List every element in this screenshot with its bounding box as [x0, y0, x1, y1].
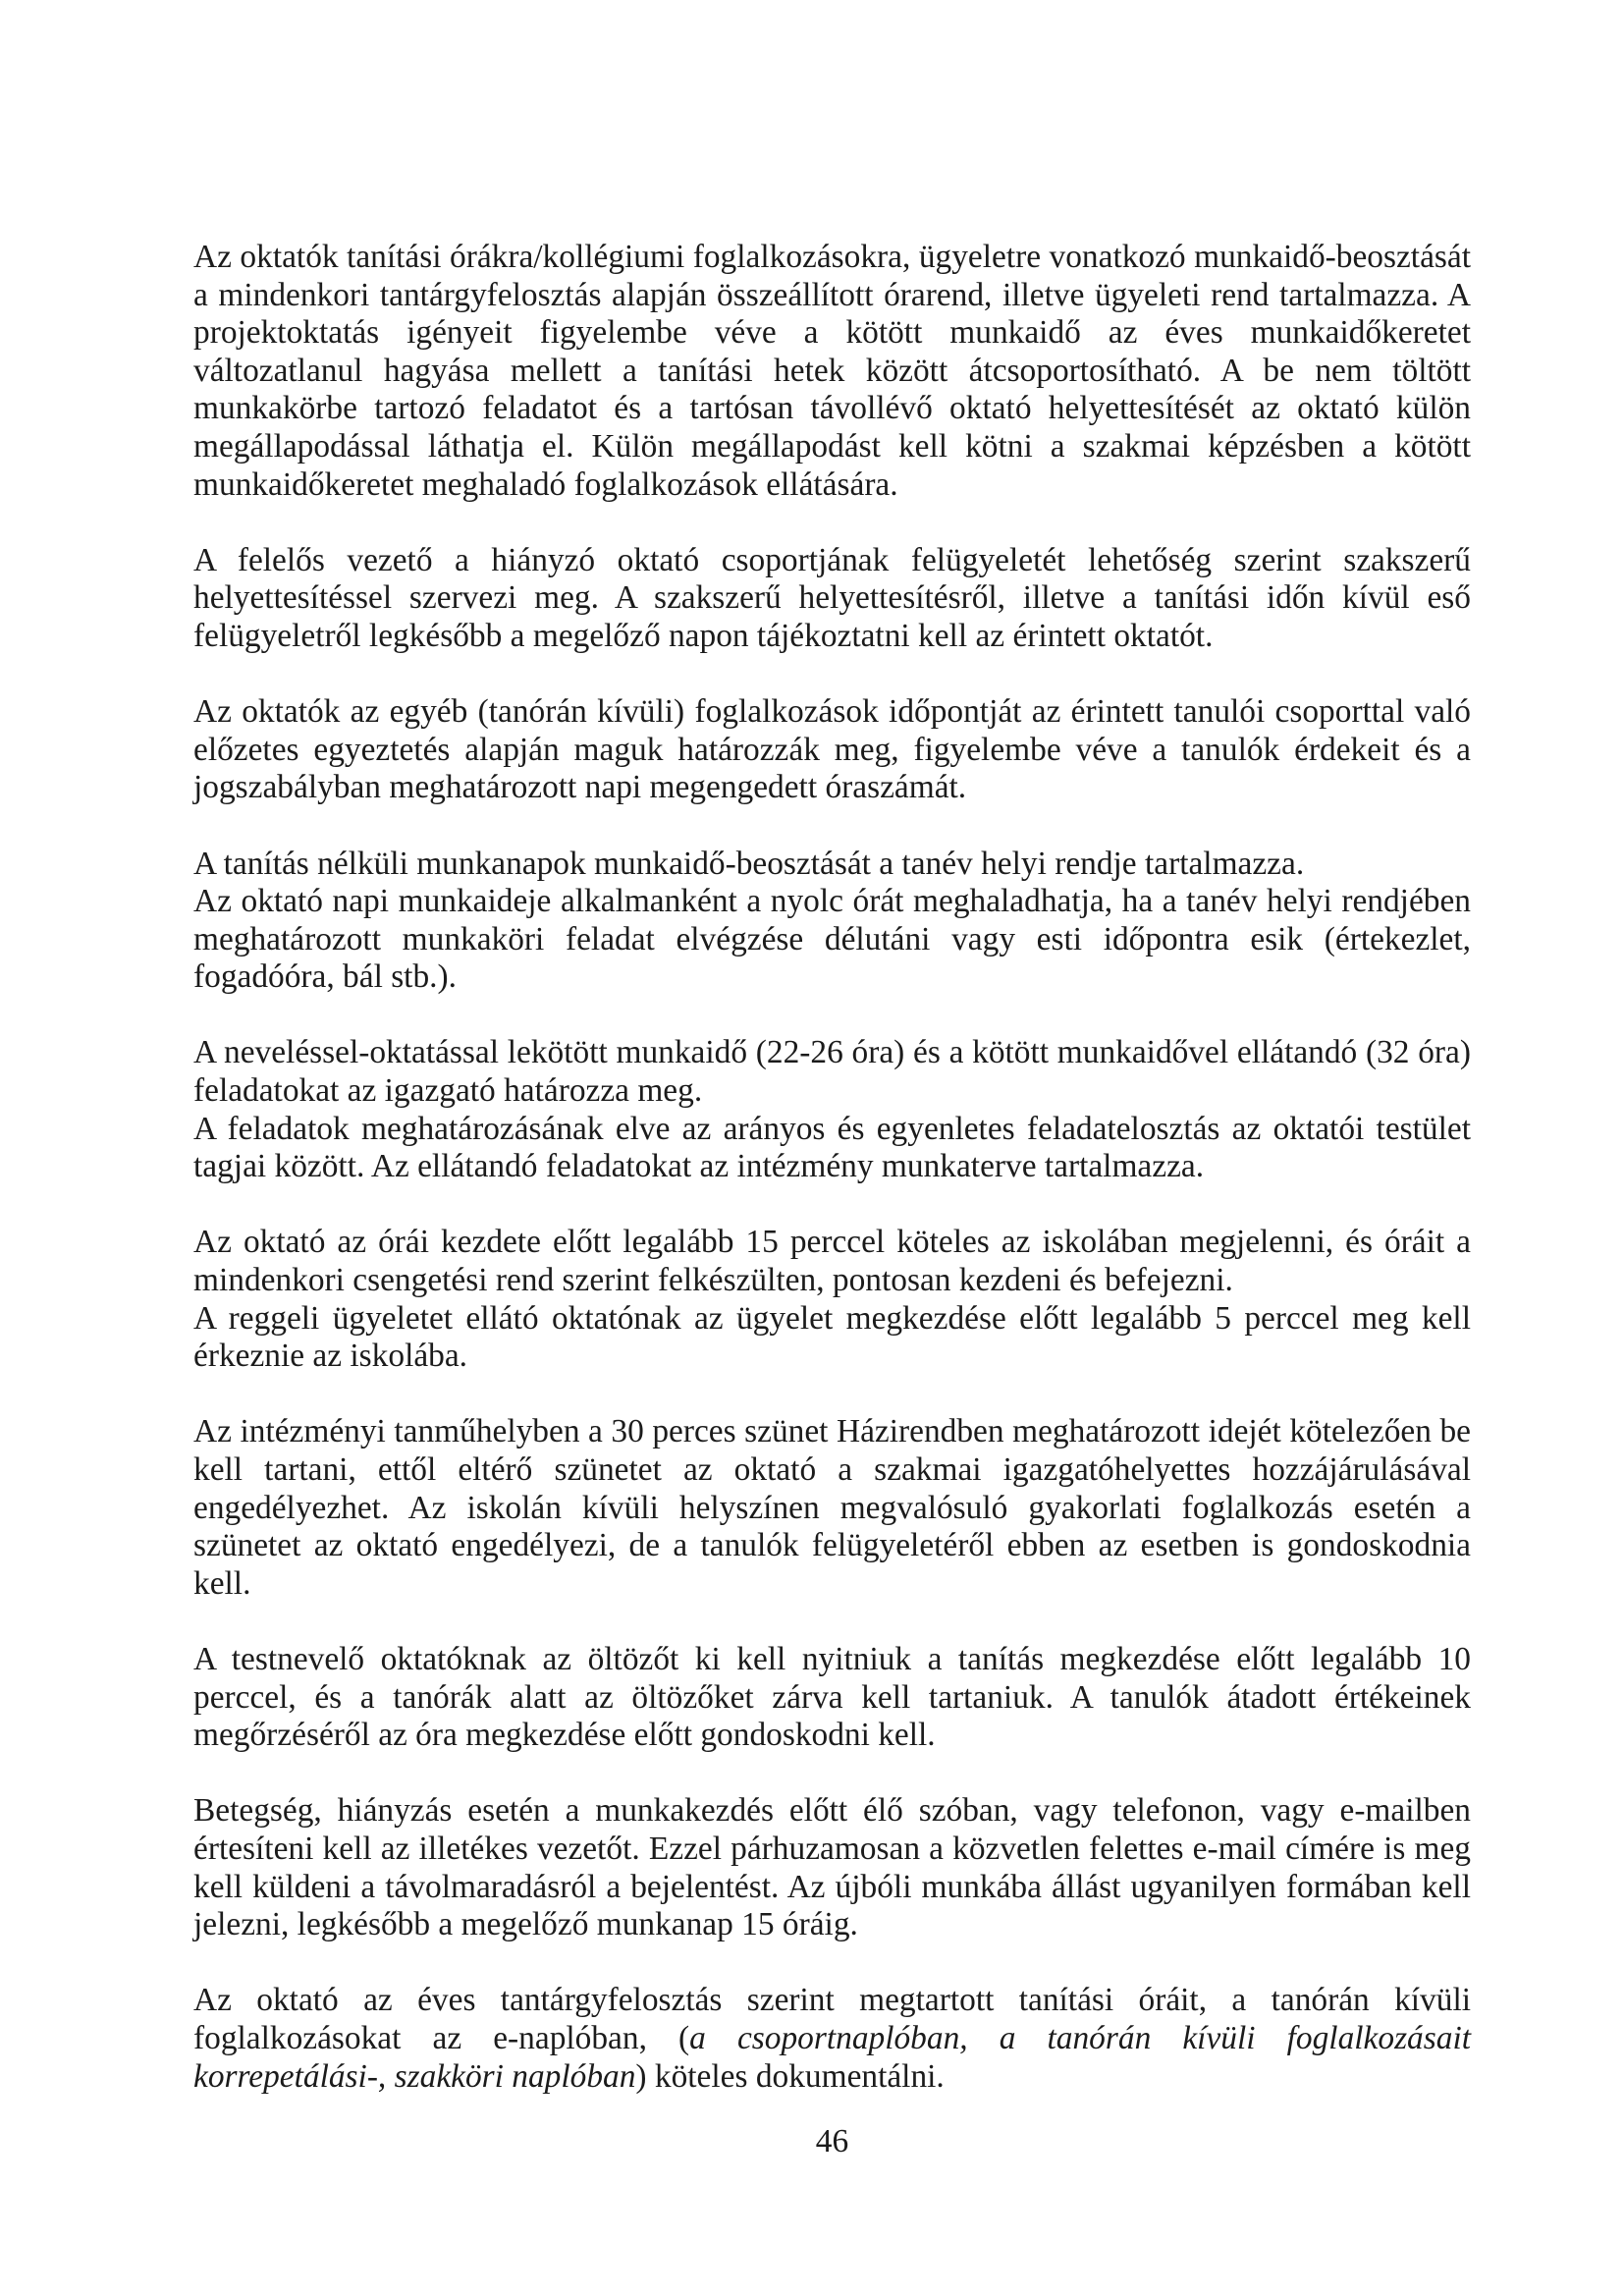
paragraph-mixed-style	[193, 1982, 1471, 2096]
paragraph-block	[193, 239, 1471, 504]
page-number: 46	[815, 2123, 849, 2159]
page-footer	[193, 2123, 1471, 2161]
paragraph: Betegség, hiányzás esetén a munkakezdés előtt élő szóban, vagy telefonon, vagy e-mailben értesíteni kell az illetékes vezetőt. Ezzel párhuzamosan a közvetlen felettes e-mail címére is meg kell küldeni a távolmaradásról a bejelentést. Az újbóli munkába állást ugyanilyen formában kell jelezni, legkésőbb a megelőző munkanap 15 óráig.	[193, 1792, 1471, 1943]
paragraph-block	[193, 1413, 1471, 1603]
paragraph-block	[193, 1224, 1471, 1375]
paragraph-block	[193, 1641, 1471, 1755]
paragraph: A felelős vezető a hiányzó oktató csoportjának felügyeletét lehetőség szerint szakszerű helyettesítéssel szervezi meg. A szakszerű helyettesítésről, illetve a tanítási időn kívül eső felügyeletről legkésőbb a megelőző napon tájékoztatni kell az érintett oktatót.	[193, 541, 1471, 654]
paragraph: Az oktató az órái kezdete előtt legalább 15 perccel köteles az iskolában megjelenni, és óráit a mindenkori csengetési rend szerint felkészülten, pontosan kezdeni és befejezni.	[193, 1224, 1471, 1299]
paragraph: Az oktató napi munkaideje alkalmanként a nyolc órát meghaladhatja, ha a tanév helyi rendjében meghatározott munkaköri feladat elvégzése délutáni vagy esti időpontra esik (értekezlet, fogadóóra, bál stb.).	[193, 883, 1471, 996]
paragraph: Az oktatók az egyéb (tanórán kívüli) foglalkozások időpontját az érintett tanulói csoporttal való előzetes egyeztetés alapján maguk határozzák meg, figyelembe véve a tanulók érdekeit és a jogszabályban meghatározott napi megengedett óraszámát.	[193, 693, 1471, 806]
paragraph-block	[193, 693, 1471, 807]
paragraph: A feladatok meghatározásának elve az arányos és egyenletes feladatelosztás az oktatói testület tagjai között. Az ellátandó feladatokat az intézmény munkaterve tartalmazza.	[193, 1110, 1471, 1185]
paragraph-block	[193, 1982, 1471, 2096]
paragraph: A testnevelő oktatóknak az öltözőt ki kell nyitniuk a tanítás megkezdése előtt legalább 10 perccel, és a tanórák alatt az öltözőket zárva kell tartaniuk. A tanulók átadott értékeinek megőrzéséről az óra megkezdése előtt gondoskodni kell.	[193, 1640, 1471, 1754]
paragraph-segment-italic: a csoportnaplóban, a tanórán kívüli foglalkozásait korrepetálási-, szakköri naplóban	[193, 2019, 1471, 2095]
paragraph: Az intézményi tanműhelyben a 30 perces szünet Házirendben meghatározott idejét kötelezően be kell tartani, ettől eltérő szünetet az oktató a szakmai igazgatóhelyettes hozzájárulásával engedélyezhet. Az iskolán kívüli helyszínen megvalósuló gyakorlati foglalkozás esetén a szünetet az oktató engedélyezi, de a tanulók felügyeletéről ebben az esetben is gondoskodnia kell.	[193, 1413, 1471, 1602]
paragraph: A tanítás nélküli munkanapok munkaidő-beosztását a tanév helyi rendje tartalmazza.	[193, 845, 1305, 882]
paragraph-segment: Az oktató az éves tantárgyfelosztás szerint megtartott tanítási óráit, a tanórán kívüli foglalkozásokat az e-naplóban, (	[193, 1982, 1471, 2056]
document-body	[193, 239, 1471, 2134]
paragraph-segment: ) köteles dokumentálni.	[635, 2057, 945, 2095]
paragraph-block	[193, 846, 1471, 997]
paragraph: Az oktatók tanítási órákra/kollégiumi foglalkozásokra, ügyeletre vonatkozó munkaidő-beosztását a mindenkori tantárgyfelosztás alapján összeállított órarend, illetve ügyeleti rend tartalmazza. A projektoktatás igényeit figyelembe véve a kötött munkaidő az éves munkaidőkeretet változatlanul hagyása mellett a tanítási hetek között átcsoportosítható. A be nem töltött munkakörbe tartozó feladatot és a tartósan távollévő oktató helyettesítését az oktató külön megállapodással láthatja el. Külön megállapodást kell kötni a szakmai képzésben a kötött munkaidőkeretet meghaladó foglalkozások ellátására.	[193, 239, 1471, 503]
paragraph: A neveléssel-oktatással lekötött munkaidő (22-26 óra) és a kötött munkaidővel ellátandó (32 óra) feladatokat az igazgató határozza meg.	[193, 1034, 1471, 1110]
paragraph-block	[193, 1792, 1471, 1943]
paragraph-block	[193, 1034, 1471, 1185]
paragraph-block	[193, 542, 1471, 656]
paragraph: A reggeli ügyeletet ellátó oktatónak az ügyelet megkezdése előtt legalább 5 perccel meg kell érkeznie az iskolába.	[193, 1299, 1471, 1375]
